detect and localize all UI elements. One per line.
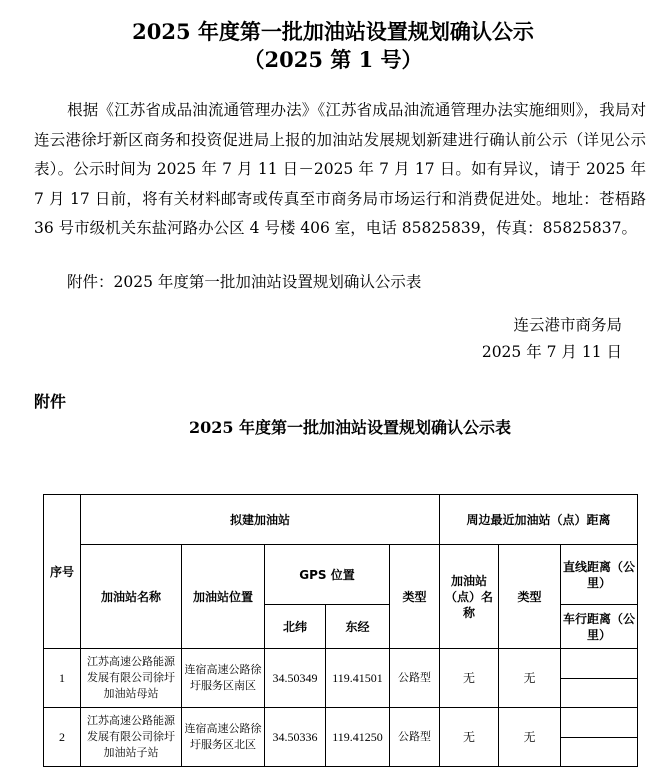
header-location: 加油站位置 — [182, 545, 265, 649]
gas-station-table — [43, 494, 638, 767]
row-lat: 34.50336 — [265, 708, 326, 767]
header-driving: 车行距离（公里） — [561, 605, 638, 649]
row-type: 公路型 — [390, 649, 440, 708]
row-name: 江苏高速公路能源发展有限公司徐圩加油站母站 — [81, 649, 182, 708]
row-seq: 2 — [44, 708, 81, 767]
notice-title: 2025 年度第一批加油站设置规划确认公示 — [132, 19, 534, 44]
attachment-label: 附件 — [34, 392, 67, 411]
notice-body-text: 根据《江苏省成品油流通管理办法》《江苏省成品油流通管理办法实施细则》，我局对连云港徐圩新区商务和投资促进局上报的加油站发展规划新建进行确认前公示（详见公示表）。公示时间为 2025 年 7 月 11 日－2025 年 7 月 17 日。如有异议，请于 2025 年 7 月 17 日前，将有关材料邮寄或传真至市商务局市场运行和消费促进处。地址：苍梧路 36 号市级机关东盐河路办公区 4 号楼 406 室，电话 85825839，传真：85825837。 — [34, 101, 646, 237]
row-lng: 119.41250 — [326, 708, 390, 767]
row-straight-distance — [561, 708, 637, 738]
table-title: 2025 年度第一批加油站设置规划确认公示表 — [188, 418, 512, 437]
row-straight-distance — [561, 649, 637, 679]
row-driving-distance — [561, 679, 637, 707]
header-planned: 拟建加油站 — [81, 495, 440, 545]
row-name: 江苏高速公路能源发展有限公司徐圩加油站子站 — [81, 708, 182, 767]
row-distances — [561, 649, 638, 708]
row-distances — [561, 708, 638, 767]
row-seq: 1 — [44, 649, 81, 708]
notice-body — [34, 96, 646, 244]
row-location: 连宿高速公路徐圩服务区北区 — [182, 708, 265, 767]
header-gps: GPS 位置 — [265, 545, 390, 605]
row-type: 公路型 — [390, 708, 440, 767]
header-straight: 直线距离（公里） — [561, 545, 638, 605]
header-lng: 东经 — [326, 605, 390, 649]
row-near-type: 无 — [499, 649, 561, 708]
row-near-name: 无 — [440, 708, 499, 767]
header-seq: 序号 — [44, 495, 81, 649]
notice-number: （2025 第 1 号） — [243, 47, 423, 72]
header-lat: 北纬 — [265, 605, 326, 649]
header-nearest: 周边最近加油站（点）距离 — [440, 495, 638, 545]
row-driving-distance — [561, 738, 637, 766]
header-near-type: 类型 — [499, 545, 561, 649]
header-type: 类型 — [390, 545, 440, 649]
signature-org: 连云港市商务局 — [513, 316, 622, 334]
row-near-name: 无 — [440, 649, 499, 708]
attachment-reference: 附件：2025 年度第一批加油站设置规划确认公示表 — [67, 273, 422, 291]
signature-date: 2025 年 7 月 11 日 — [481, 343, 622, 361]
table-row — [44, 649, 638, 708]
row-location: 连宿高速公路徐圩服务区南区 — [182, 649, 265, 708]
header-name: 加油站名称 — [81, 545, 182, 649]
row-lat: 34.50349 — [265, 649, 326, 708]
row-near-type: 无 — [499, 708, 561, 767]
header-near-name: 加油站（点）名称 — [440, 545, 499, 649]
row-lng: 119.41501 — [326, 649, 390, 708]
table-row — [44, 708, 638, 767]
